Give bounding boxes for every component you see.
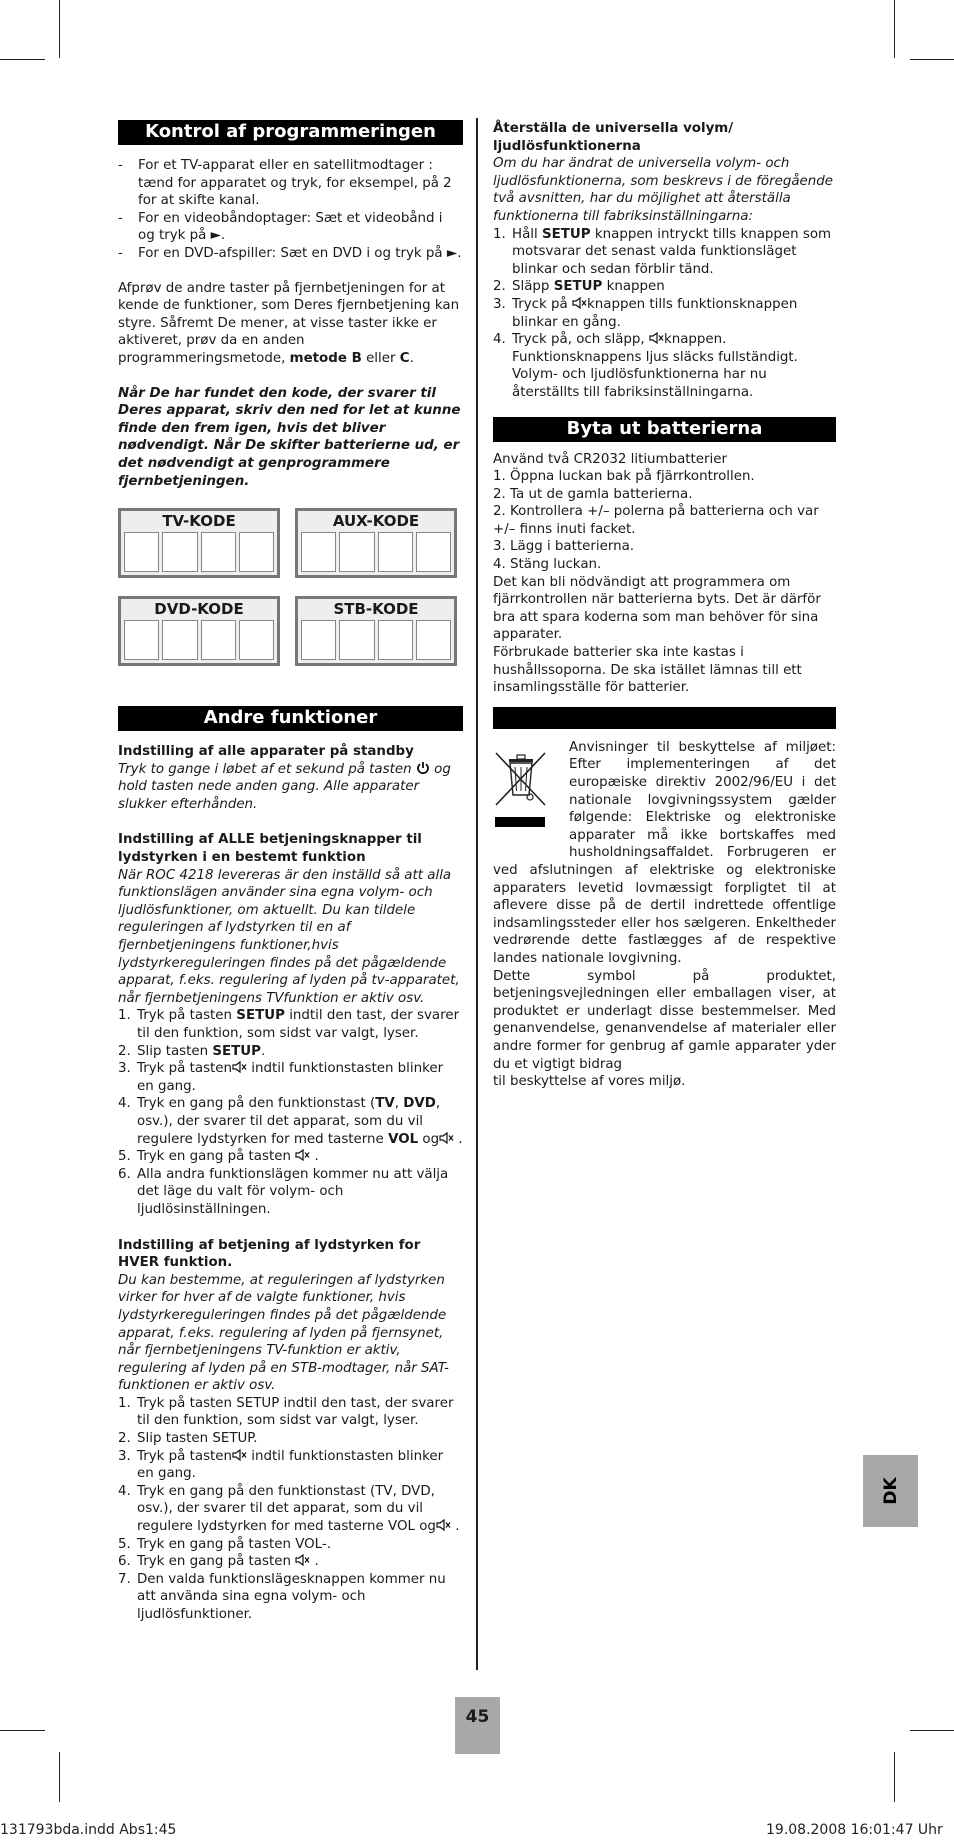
paragraph-text: . [409, 350, 414, 366]
footer-date: 19.08.2008 16:01:47 Uhr [766, 1822, 943, 1838]
language-tab-label: DK [880, 1477, 901, 1505]
list-item: 3. Tryk på tasten indtil funktionstasten blinker en gang. [118, 1448, 444, 1482]
crop-mark [0, 1730, 45, 1731]
code-box-title: DVD-KODE [154, 600, 244, 619]
code-cell [339, 532, 374, 572]
power-icon [416, 762, 430, 777]
alle-steps [118, 1007, 463, 1218]
mute-speaker-icon [649, 332, 664, 347]
code-cell [162, 532, 197, 572]
mute-speaker-icon [295, 1149, 310, 1164]
code-box-title: STB-KODE [333, 600, 419, 619]
mute-speaker-icon [232, 1449, 247, 1464]
mute-speaker-icon [439, 1132, 454, 1147]
crop-mark [59, 1752, 60, 1802]
code-box-title: AUX-KODE [332, 512, 420, 531]
list-item: 1. Tryk på tasten SETUP indtil den tast, der svarer til den funktion, som sidst var valgt, lyser. [118, 1008, 460, 1041]
code-cell [201, 620, 236, 660]
tv-code-box [118, 508, 280, 578]
mute-speaker-icon [436, 1519, 451, 1534]
code-cell [378, 620, 413, 660]
kontrol-paragraph [118, 280, 463, 368]
list-item: 3. Tryck på knappen tills funktionsknappen blinkar en gång. [493, 296, 798, 330]
code-cell [201, 532, 236, 572]
environment-text: Anvisninger til beskyttelse af miljøet: Efter implementeringen af det europæiske direktiv 2002/96/EU i det nationale lovgivningssystem gælder følgende: Elektriske og elektroniske apparater må ikke bortskaffes med husholdningsaffaldet. Forbrugeren er ved afslutningen af elektriske og elektroniske apparaters levetid lovmæssigt forpligtet til at aflevere disse på de dertil indrettede offentlige indsamlingssteder eller hos sælgeren. Enkeltheder vedrørende dette fastlægges af de respektive landes nationale lovgivning. [493, 739, 836, 966]
list-item: 5. Tryk en gang på tasten VOL-. [118, 1536, 331, 1552]
list-item: 2. Släpp SETUP knappen [493, 279, 665, 295]
batteri-steps: Använd två CR2032 litiumbatterier 1. Öppna luckan bak på fjärrkontrollen. 2. Ta ut de gamla batterierna. 2. Kontrollera +/– polerna på batterierna och var +/– finns inuti facket. 3. Lägg i batterierna. 4. Stäng luckan. [493, 451, 819, 573]
kontrol-list [118, 157, 463, 263]
code-cell [301, 620, 336, 660]
code-cells [301, 620, 451, 660]
code-boxes [118, 508, 463, 693]
crop-mark [910, 59, 954, 60]
language-tab [863, 1455, 918, 1527]
section-header-kontrol: Kontrol af programmeringen [118, 120, 463, 145]
code-cell [239, 532, 274, 572]
list-item: 5. Tryk en gang på tasten . [118, 1149, 319, 1165]
paragraph-text: eller [366, 350, 396, 366]
aux-code-box [295, 508, 457, 578]
section-header-environment [493, 707, 836, 729]
dvd-code-box [118, 596, 280, 666]
code-cell [162, 620, 197, 660]
standby-text [118, 761, 463, 814]
kontrol-note: Når De har fundet den kode, der svarer til Deres apparat, skriv den ned for let at kunne finde den frem igen, hvis det bliver nødvendigt. Når De skifter batterierne ud, er det nødvendigt at genprogrammere fjernbetjeningen. [118, 385, 461, 489]
hver-steps [118, 1395, 463, 1624]
list-item: 1. Tryk på tasten SETUP indtil den tast, der svarer til den funktion, som sidst var valgt, lyser. [118, 1395, 454, 1429]
crop-mark [59, 0, 60, 58]
mute-speaker-icon [295, 1554, 310, 1569]
list-item: - For et TV-apparat eller en satellitmodtager : tænd for apparatet og tryk, for eksempel, på 2 for at skifte kanal. [118, 157, 463, 210]
list-item: 7. Den valda funktionslägesknappen kommer nu att använda sina egna volym- och ljudlösfunktioner. [118, 1571, 446, 1622]
list-item: 2. Slip tasten SETUP. [118, 1431, 258, 1447]
batteri-paragraph: Det kan bli nödvändigt att programmera om fjärrkontrollen när batterierna byts. Det är därför bra att spara koderna som man behöver för sina apparater. [493, 574, 821, 643]
code-cell [124, 620, 159, 660]
mute-speaker-icon [232, 1061, 247, 1076]
standby-text-part: Tryk to gange i løbet af et sekund på tasten [118, 761, 412, 777]
code-cell [339, 620, 374, 660]
method-c: C [399, 350, 410, 366]
batteri-paragraph: Förbrukade batterier ska inte kastas i hushållssoporna. De ska istället lämnas till ett insamlingsställe för batterier. [493, 645, 802, 696]
right-column [493, 120, 836, 1091]
mute-speaker-icon [572, 297, 587, 312]
code-cells [124, 620, 274, 660]
crop-mark [894, 0, 895, 58]
list-item: 6. Tryk en gang på tasten . [118, 1554, 319, 1570]
list-item: 4. Tryk en gang på den funktionstast (TV, DVD, osv.), der svarer til det apparat, som du vil regulere lydstyrken for med tasterne VOL og . [118, 1483, 460, 1535]
environment-text: til beskyttelse af vores miljø. [493, 1074, 686, 1090]
code-cell [301, 532, 336, 572]
alle-title: Indstilling af ALLE betjeningsknapper til lydstyrken i en bestemt funktion [118, 832, 422, 866]
code-cells [301, 532, 451, 572]
reset-title: Återställa de universella volym/ ljudlösfunktionerna [493, 121, 734, 154]
list-item: - For en videobåndoptager: Sæt et videobånd i og tryk på ►. [118, 210, 463, 245]
alle-intro: När ROC 4218 levereras är den inställd så att alla funktionslägen använder sina egna volym- och ljudlösfunktioner, om aktuellt. Du kan tildele reguleringen af lydstyrken til en af fjernbetjeningens funktioner,hvis lydstyrkereguleringen findes på det pågældende apparat, f.eks. regulering af lyden på tv-apparatet, når fjernbetjeningens TVfunktion er aktiv osv. [118, 867, 460, 1006]
column-divider [476, 118, 478, 1670]
method-b: metode B [289, 350, 362, 366]
section-header-andre: Andre funktioner [118, 706, 463, 731]
code-box-title: TV-KODE [162, 512, 236, 531]
page-number: 45 [455, 1697, 500, 1754]
hver-title: Indstilling af betjening af lydstyrken for HVER funktion. [118, 1237, 421, 1271]
crop-mark [0, 59, 45, 60]
code-cells [124, 532, 274, 572]
stb-code-box [295, 596, 457, 666]
code-cell [378, 532, 413, 572]
reset-steps [493, 226, 836, 402]
code-cell [416, 532, 451, 572]
list-item: 4. Tryck på, och släpp, knappen. Funktionsknappens ljus släcks fullständigt. Volym- och ljudlösfunktionerna har nu återställts till fabriksinställningarna. [493, 332, 798, 400]
crop-mark [910, 1730, 954, 1731]
crossed-out-bin-icon [493, 749, 549, 831]
list-item: 2. Slip tasten SETUP. [118, 1043, 266, 1059]
reset-intro: Om du har ändrat de universella volym- och ljudlösfunktionerna, som beskrevs i de föregående två avsnitten, har du möjlighet att återställa funktionerna till fabriksinställningarna: [493, 156, 833, 224]
section-header-batteri: Byta ut batterierna [493, 417, 836, 442]
left-column [118, 120, 463, 1624]
paragraph-text: Afprøv de andre taster på fjernbetjeningen for at kende de funktioner, som Deres fjernbetjening kan styre. Såfremt De mener, at visse taster ikke er aktiveret, prøv da en anden programmeringsmetode, [118, 280, 460, 366]
standby-text-part: og hold tasten nede anden gang. Alle apparater slukker efterhånden. [118, 761, 451, 812]
code-cell [124, 532, 159, 572]
list-item: 4. Tryk en gang på den funktionstast (TV, DVD, osv.), der svarer til det apparat, som du vil regulere lydstyrken for med tasterne VOL og . [118, 1096, 463, 1147]
list-item: 3. Tryk på tasten indtil funktionstasten blinker en gang. [118, 1061, 444, 1094]
code-cell [239, 620, 274, 660]
standby-title: Indstilling af alle apparater på standby [118, 744, 414, 760]
hver-intro: Du kan bestemme, at reguleringen af lydstyrken virker for hver af de valgte funktioner, hvis lydstyrkereguleringen findes på det pågældende apparat, f.eks. regulering af lyden på fjernsynet, når fjernbetjeningens TV-funktion er aktiv, regulering af lyden på en STB-modtager, når SAT-funktionen er aktiv osv. [118, 1272, 449, 1394]
environment-text: Dette symbol på produktet, betjeningsvejledningen eller emballagen viser, at produktet er underlagt disse bestemmelser. Med genanvendelse, genanvendelse af materialer eller andre former for genbrug af gamle apparater yder du et vigtigt bidrag [493, 968, 836, 1072]
footer-file: 131793bda.indd Abs1:45 [0, 1822, 177, 1838]
list-item: - For en DVD-afspiller: Sæt en DVD i og tryk på ►. [118, 245, 463, 263]
crop-mark [894, 1752, 895, 1802]
code-cell [416, 620, 451, 660]
list-item: 6. Alla andra funktionslägen kommer nu att välja det läge du valt för volym- och ljudlösinställningen. [118, 1166, 449, 1217]
list-item: 1. Håll SETUP knappen intryckt tills knappen som motsvarar det senast valda funktionsläget blinkar och sedan förblir tänd. [493, 226, 832, 277]
